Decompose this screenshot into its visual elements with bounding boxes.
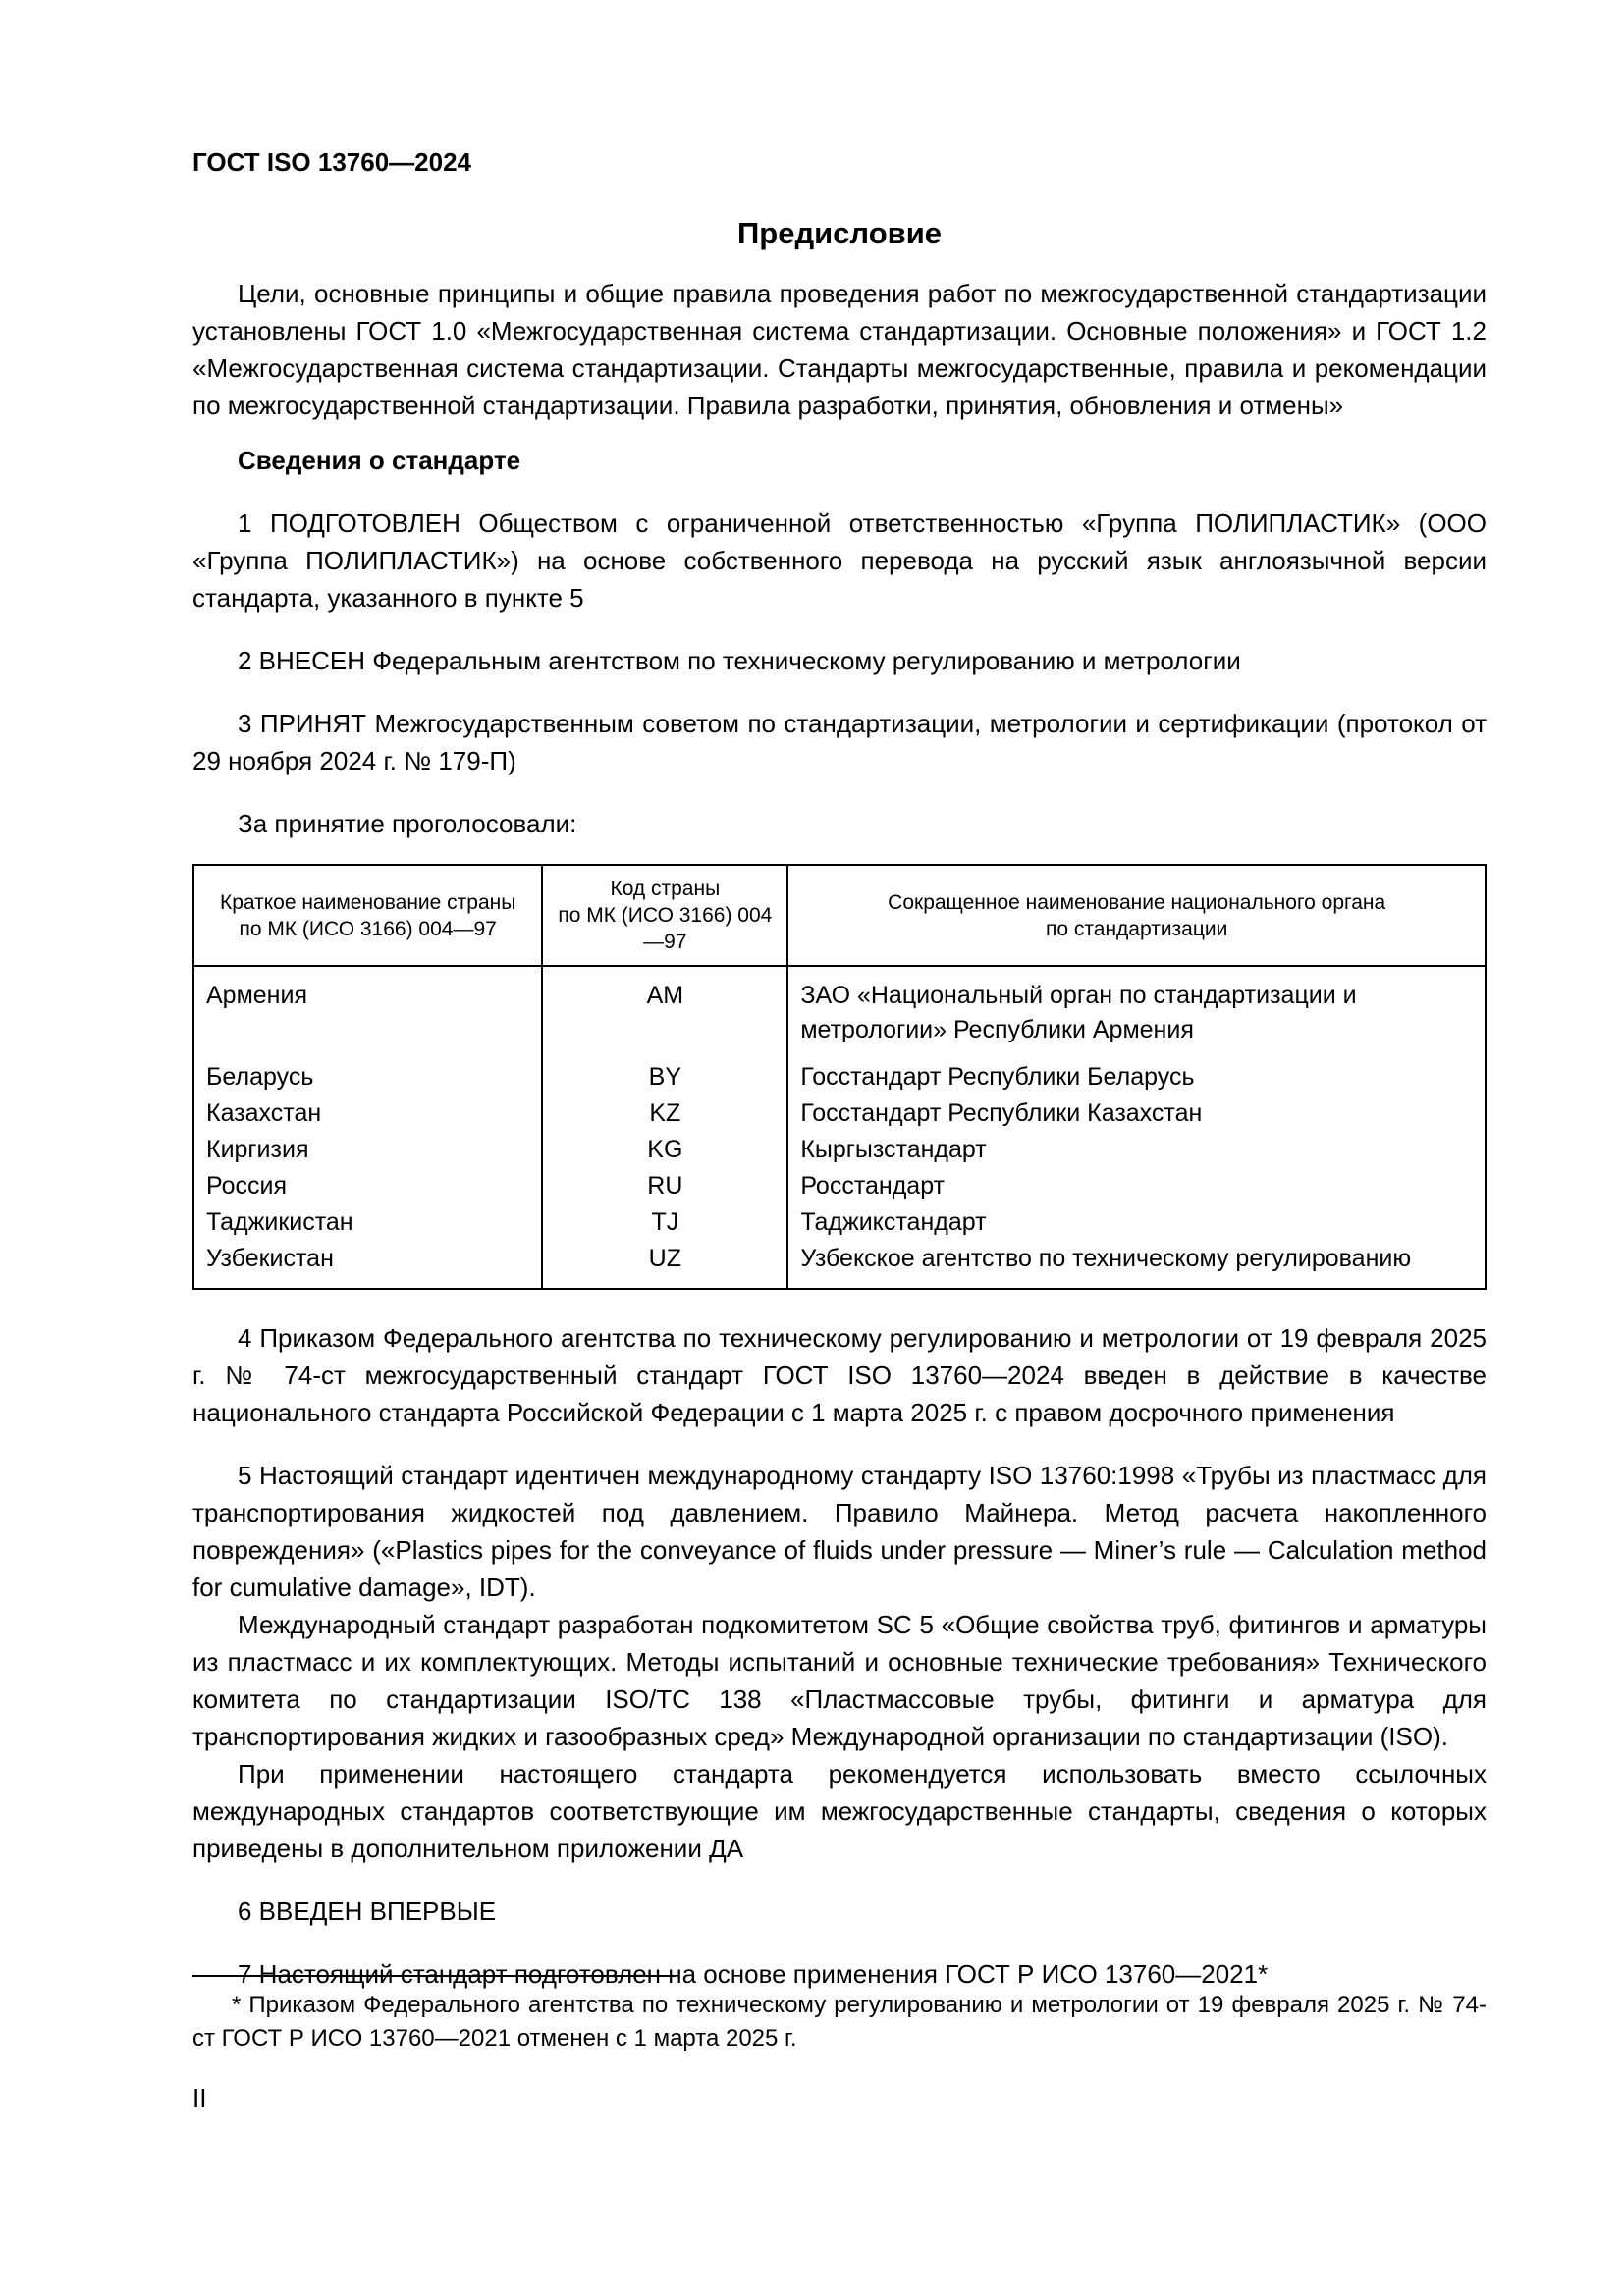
foreword-item-2: 2 ВНЕСЕН Федеральным агентством по техническому регулированию и метрологии	[238, 646, 1241, 675]
code-cell: BY	[542, 1059, 787, 1095]
country-cell: Киргизия	[193, 1132, 542, 1168]
table-row	[193, 1241, 1486, 1289]
foreword-item-7: 7 Настоящий стандарт подготовлен на основе применения ГОСТ Р ИСО 13760—2021*	[238, 1959, 1269, 1989]
footnote-divider	[192, 1975, 676, 1977]
table-row	[193, 1059, 1486, 1095]
foreword-item-6: 6 ВВЕДЕН ВПЕРВЫЕ	[238, 1896, 497, 1926]
header-line-2: по стандартизации	[1046, 917, 1228, 940]
table-row	[193, 1095, 1486, 1132]
voting-countries-table	[192, 864, 1487, 1290]
table-header-national-body	[787, 865, 1486, 966]
header-line-1: Сокращенное наименование национального органа	[888, 890, 1386, 914]
code-cell: KG	[542, 1132, 787, 1168]
country-cell: Узбекистан	[193, 1241, 542, 1289]
header-line-2: по МК (ИСО 3166) 004—97	[239, 917, 497, 940]
footnote-text: * Приказом Федерального агентства по техническому регулированию и метрологии от 19 февраля 2025 г. № 74-ст ГОСТ Р ИСО 13760—2021 отменен с 1 марта 2025 г.	[192, 1992, 1487, 2052]
footnote-block	[192, 1975, 1487, 2056]
foreword-item-5-paragraph-1: 5 Настоящий стандарт идентичен международному стандарту ISO 13760:1998 «Трубы из пластмасс для транспортирования жидкостей под давлением. Правило Майнера. Метод расчета накопленного повреждения» («Plastics pipes for the conveyance of fluids under pressure — Miner’s rule — Calculation method for cumulative damage», IDT).	[192, 1461, 1487, 1602]
table-row	[193, 966, 1486, 1059]
org-cell: ЗАО «Национальный орган по стандартизации и метрологии» Республики Армения	[787, 966, 1486, 1059]
foreword-item-4: 4 Приказом Федерального агентства по техническому регулированию и метрологии от 19 февраля 2025 г. № 74-ст межгосударственный стандарт ГОСТ ISO 13760—2024 введен в действие в качестве национального стандарта Российской Федерации с 1 марта 2025 г. с правом досрочного применения	[192, 1323, 1487, 1427]
document-header: ГОСТ ISO 13760—2024	[192, 147, 472, 177]
header-line-2: по МК (ИСО 3166) 004—97	[558, 904, 773, 953]
country-cell: Беларусь	[193, 1059, 542, 1095]
foreword-item-5-paragraph-2: Международный стандарт разработан подкомитетом SC 5 «Общие свойства труб, фитингов и арматуры из пластмасс и их комплектующих. Методы испытаний и основные технические требования» Технического комитета по стандартизации ISO/ТС 138 «Пластмассовые трубы, фитинги и арматура для транспортирования жидких и газообразных сред» Международной организации по стандартизации (ISO).	[192, 1610, 1487, 1751]
table-header-country-name	[193, 865, 542, 966]
foreword-item-5-paragraph-3: При применении настоящего стандарта рекомендуется использовать вместо ссылочных международных стандартов соответствующие им межгосударственные стандарты, сведения о которых приведены в дополнительном приложении ДА	[192, 1759, 1487, 1863]
table-row	[193, 1204, 1486, 1241]
table-row	[193, 1132, 1486, 1168]
org-cell: Кыргызстандарт	[787, 1132, 1486, 1168]
code-cell: TJ	[542, 1204, 787, 1241]
country-cell: Армения	[193, 966, 542, 1059]
header-line-1: Краткое наименование страны	[219, 890, 516, 914]
foreword-item-3: 3 ПРИНЯТ Межгосударственным советом по стандартизации, метрологии и сертификации (протокол от 29 ноября 2024 г. № 179-П)	[192, 709, 1487, 775]
standard-info-heading: Сведения о стандарте	[238, 446, 521, 475]
page-title: Предисловие	[736, 216, 942, 250]
header-line-1: Код страны	[610, 878, 721, 900]
org-cell: Росстандарт	[787, 1168, 1486, 1204]
country-cell: Россия	[193, 1168, 542, 1204]
org-cell: Госстандарт Республики Казахстан	[787, 1095, 1486, 1132]
org-cell: Узбекское агентство по техническому регулированию	[787, 1241, 1486, 1289]
table-header-country-code	[542, 865, 787, 966]
country-cell: Таджикистан	[193, 1204, 542, 1241]
code-cell: UZ	[542, 1241, 787, 1289]
code-cell: KZ	[542, 1095, 787, 1132]
vote-lead-text: За принятие проголосовали:	[238, 809, 577, 838]
code-cell: RU	[542, 1168, 787, 1204]
page-number: II	[192, 2083, 207, 2112]
code-cell: AM	[542, 966, 787, 1059]
foreword-item-1: 1 ПОДГОТОВЛЕН Обществом с ограниченной ответственностью «Группа ПОЛИПЛАСТИК» (ООО «Группа ПОЛИПЛАСТИК») на основе собственного перевода на русский язык англоязычной версии стандарта, указанного в пункте 5	[192, 508, 1487, 613]
foreword-intro-paragraph: Цели, основные принципы и общие правила проведения работ по межгосударственной стандартизации установлены ГОСТ 1.0 «Межгосударственная система стандартизации. Основные положения» и ГОСТ 1.2 «Межгосударственная система стандартизации. Стандарты межгосударственные, правила и рекомендации по межгосударственной стандартизации. Правила разработки, принятия, обновления и отмены»	[192, 279, 1487, 420]
table-row	[193, 1168, 1486, 1204]
table-header-row	[193, 865, 1486, 966]
country-cell: Казахстан	[193, 1095, 542, 1132]
document-page	[192, 0, 1487, 1993]
org-cell: Таджикстандарт	[787, 1204, 1486, 1241]
org-cell: Госстандарт Республики Беларусь	[787, 1059, 1486, 1095]
